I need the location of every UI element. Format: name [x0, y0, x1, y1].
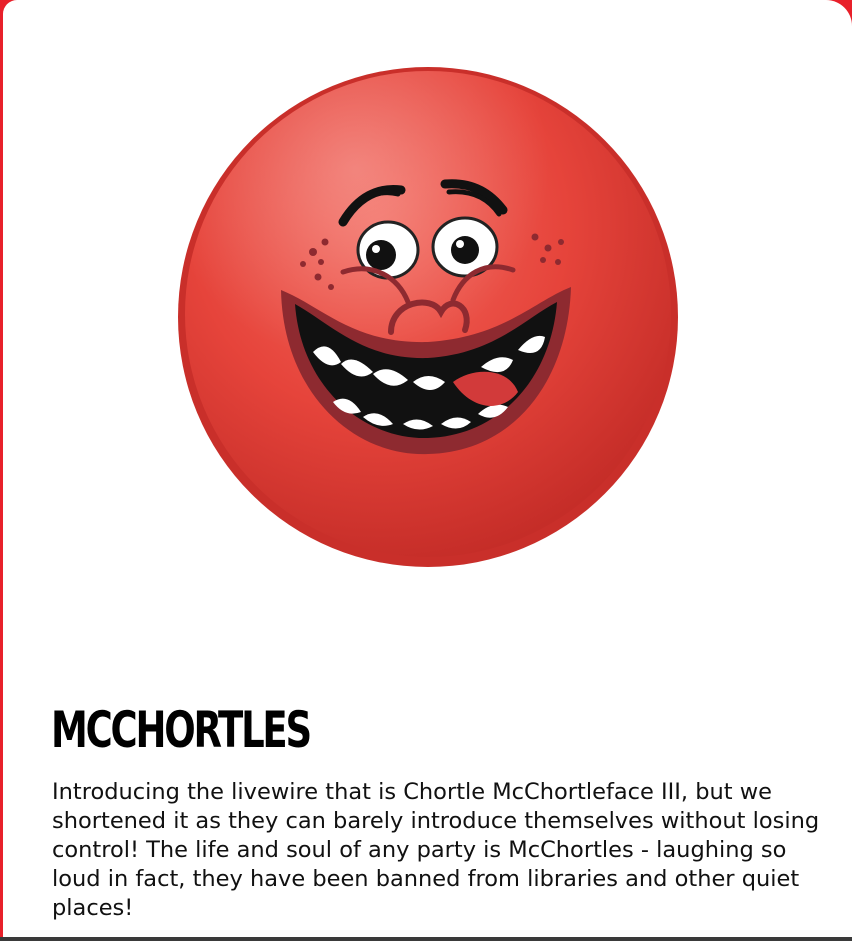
character-card — [3, 0, 852, 937]
red-nose-image — [173, 62, 683, 572]
character-description: Introducing the livewire that is Chortle McChortleface III, but we shortened it as they can barely introduce themselves without losing control! The life and soul of any party is McChortles - laughing so loud in fact, they have been banned from libraries and other quiet places! — [52, 779, 820, 921]
bottom-divider — [0, 937, 852, 941]
red-nose-face-icon — [173, 62, 683, 572]
character-name: MCCHORTLES — [51, 701, 310, 759]
